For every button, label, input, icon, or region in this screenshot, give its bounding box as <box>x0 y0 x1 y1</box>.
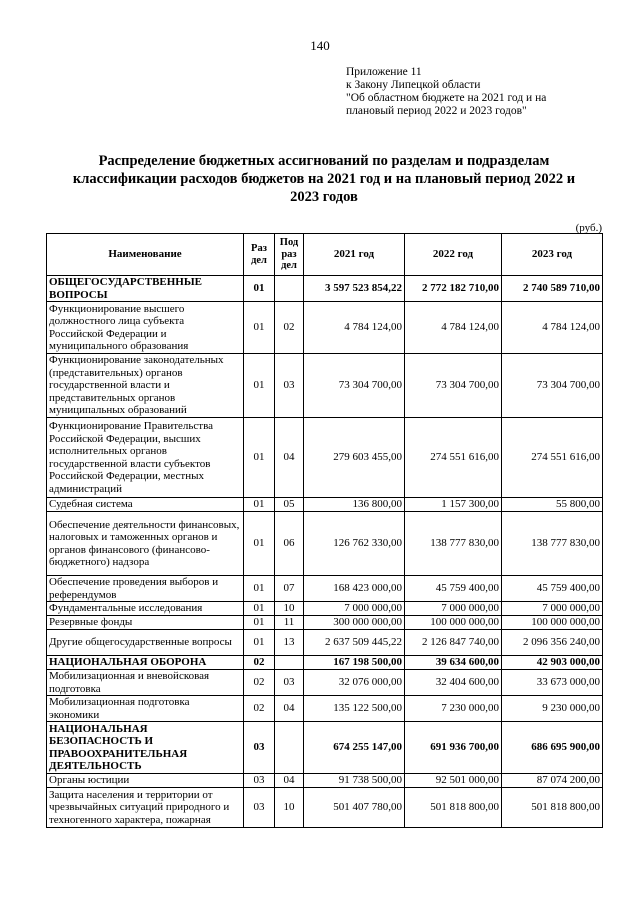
row-value-2022: 4 784 124,00 <box>405 302 502 354</box>
row-razdel: 01 <box>244 602 275 616</box>
budget-table <box>46 233 603 828</box>
row-razdel: 01 <box>244 576 275 602</box>
row-name: Функционирование высшего должностного лица субъекта Российской Федерации и муниципального образования <box>47 302 244 354</box>
row-value-2022: 501 818 800,00 <box>405 788 502 828</box>
row-name: Защита населения и территории от чрезвычайных ситуаций природного и техногенного характера, пожарная <box>47 788 244 828</box>
row-value-2021: 300 000 000,00 <box>304 616 405 630</box>
row-value-2021: 279 603 455,00 <box>304 418 405 498</box>
row-value-2023: 33 673 000,00 <box>502 670 603 696</box>
row-name: Мобилизационная и вневойсковая подготовка <box>47 670 244 696</box>
row-name: Резервные фонды <box>47 616 244 630</box>
row-podrazdel: 04 <box>275 418 304 498</box>
row-razdel: 01 <box>244 616 275 630</box>
table-row <box>47 602 603 616</box>
row-podrazdel: 06 <box>275 512 304 576</box>
table-row <box>47 512 603 576</box>
row-value-2021: 135 122 500,00 <box>304 696 405 722</box>
row-name: Судебная система <box>47 498 244 512</box>
row-value-2022: 7 230 000,00 <box>405 696 502 722</box>
row-razdel: 01 <box>244 498 275 512</box>
row-podrazdel <box>275 276 304 302</box>
row-value-2021: 501 407 780,00 <box>304 788 405 828</box>
header-razdel: Раз дел <box>244 234 275 276</box>
row-value-2022: 2 772 182 710,00 <box>405 276 502 302</box>
row-razdel: 03 <box>244 774 275 788</box>
row-name: Фундаментальные исследования <box>47 602 244 616</box>
row-value-2021: 4 784 124,00 <box>304 302 405 354</box>
row-value-2023: 2 740 589 710,00 <box>502 276 603 302</box>
row-razdel: 01 <box>244 418 275 498</box>
table-row <box>47 656 603 670</box>
header-podrazdel: Под раз дел <box>275 234 304 276</box>
row-podrazdel: 11 <box>275 616 304 630</box>
table-row <box>47 498 603 512</box>
appendix-line: Приложение 11 <box>346 66 422 78</box>
row-value-2023: 9 230 000,00 <box>502 696 603 722</box>
row-value-2021: 126 762 330,00 <box>304 512 405 576</box>
appendix-line: "Об областном бюджете на 2021 год и на <box>346 92 547 104</box>
row-razdel: 02 <box>244 670 275 696</box>
row-value-2023: 686 695 900,00 <box>502 722 603 774</box>
table-row <box>47 616 603 630</box>
row-value-2023: 73 304 700,00 <box>502 354 603 418</box>
row-value-2022: 73 304 700,00 <box>405 354 502 418</box>
row-name: НАЦИОНАЛЬНАЯ БЕЗОПАСНОСТЬ И ПРАВООХРАНИТЕЛЬНАЯ ДЕЯТЕЛЬНОСТЬ <box>47 722 244 774</box>
row-value-2022: 100 000 000,00 <box>405 616 502 630</box>
row-value-2023: 100 000 000,00 <box>502 616 603 630</box>
row-razdel: 01 <box>244 354 275 418</box>
row-value-2022: 92 501 000,00 <box>405 774 502 788</box>
header-2021: 2021 год <box>304 234 405 276</box>
row-value-2021: 2 637 509 445,22 <box>304 630 405 656</box>
appendix-note <box>346 66 546 118</box>
row-name: Мобилизационная подготовка экономики <box>47 696 244 722</box>
table-row <box>47 670 603 696</box>
row-value-2021: 73 304 700,00 <box>304 354 405 418</box>
row-value-2023: 138 777 830,00 <box>502 512 603 576</box>
row-razdel: 02 <box>244 696 275 722</box>
row-value-2022: 2 126 847 740,00 <box>405 630 502 656</box>
row-name: Функционирование Правительства Российской Федерации, высших исполнительных органов государственной власти субъектов Российской Федерации, местных администраций <box>47 418 244 498</box>
row-value-2023: 7 000 000,00 <box>502 602 603 616</box>
row-value-2023: 55 800,00 <box>502 498 603 512</box>
row-name: Обеспечение проведения выборов и референдумов <box>47 576 244 602</box>
row-podrazdel: 04 <box>275 774 304 788</box>
table-row <box>47 302 603 354</box>
table-row <box>47 774 603 788</box>
header-name: Наименование <box>47 234 244 276</box>
row-podrazdel: 07 <box>275 576 304 602</box>
row-name: НАЦИОНАЛЬНАЯ ОБОРОНА <box>47 656 244 670</box>
table-row <box>47 630 603 656</box>
row-value-2022: 32 404 600,00 <box>405 670 502 696</box>
row-razdel: 01 <box>244 630 275 656</box>
row-name: Функционирование законодательных (представительных) органов государственной власти и представительных органов муниципальных образований <box>47 354 244 418</box>
row-podrazdel <box>275 722 304 774</box>
row-podrazdel: 05 <box>275 498 304 512</box>
header-2022: 2022 год <box>405 234 502 276</box>
currency-unit: (руб.) <box>575 222 602 234</box>
row-podrazdel: 10 <box>275 788 304 828</box>
row-value-2023: 4 784 124,00 <box>502 302 603 354</box>
row-value-2022: 138 777 830,00 <box>405 512 502 576</box>
row-razdel: 02 <box>244 656 275 670</box>
row-name: Органы юстиции <box>47 774 244 788</box>
document-title: Распределение бюджетных ассигнований по разделам и подразделам классификации расходов бюджетов на 2021 год и на плановый период 2022 и 2023 годов <box>72 153 576 205</box>
row-podrazdel <box>275 656 304 670</box>
row-value-2023: 87 074 200,00 <box>502 774 603 788</box>
table-row <box>47 354 603 418</box>
row-razdel: 03 <box>244 788 275 828</box>
row-value-2021: 91 738 500,00 <box>304 774 405 788</box>
table-row <box>47 722 603 774</box>
table-row <box>47 576 603 602</box>
row-value-2022: 1 157 300,00 <box>405 498 502 512</box>
appendix-line: плановый период 2022 и 2023 годов" <box>346 105 527 117</box>
row-value-2021: 167 198 500,00 <box>304 656 405 670</box>
table-row <box>47 788 603 828</box>
row-podrazdel: 04 <box>275 696 304 722</box>
row-value-2021: 32 076 000,00 <box>304 670 405 696</box>
row-razdel: 01 <box>244 302 275 354</box>
row-value-2022: 39 634 600,00 <box>405 656 502 670</box>
row-value-2021: 168 423 000,00 <box>304 576 405 602</box>
row-value-2021: 7 000 000,00 <box>304 602 405 616</box>
appendix-line: к Закону Липецкой области <box>346 79 481 91</box>
row-razdel: 01 <box>244 512 275 576</box>
table-row <box>47 276 603 302</box>
row-name: ОБЩЕГОСУДАРСТВЕННЫЕ ВОПРОСЫ <box>47 276 244 302</box>
table-row <box>47 696 603 722</box>
row-value-2023: 2 096 356 240,00 <box>502 630 603 656</box>
row-podrazdel: 03 <box>275 670 304 696</box>
row-value-2022: 274 551 616,00 <box>405 418 502 498</box>
table-body <box>47 276 603 828</box>
row-value-2021: 674 255 147,00 <box>304 722 405 774</box>
row-razdel: 01 <box>244 276 275 302</box>
row-value-2023: 501 818 800,00 <box>502 788 603 828</box>
row-value-2023: 274 551 616,00 <box>502 418 603 498</box>
row-value-2023: 45 759 400,00 <box>502 576 603 602</box>
row-razdel: 03 <box>244 722 275 774</box>
header-2023: 2023 год <box>502 234 603 276</box>
row-podrazdel: 13 <box>275 630 304 656</box>
row-podrazdel: 02 <box>275 302 304 354</box>
row-podrazdel: 10 <box>275 602 304 616</box>
table-row <box>47 418 603 498</box>
row-podrazdel: 03 <box>275 354 304 418</box>
row-value-2022: 691 936 700,00 <box>405 722 502 774</box>
row-name: Обеспечение деятельности финансовых, налоговых и таможенных органов и органов финансового (финансово-бюджетного) надзора <box>47 512 244 576</box>
row-value-2022: 45 759 400,00 <box>405 576 502 602</box>
page-number: 140 <box>310 38 330 53</box>
row-value-2022: 7 000 000,00 <box>405 602 502 616</box>
table-header-row <box>47 234 603 276</box>
row-value-2021: 3 597 523 854,22 <box>304 276 405 302</box>
row-value-2023: 42 903 000,00 <box>502 656 603 670</box>
row-name: Другие общегосударственные вопросы <box>47 630 244 656</box>
row-value-2021: 136 800,00 <box>304 498 405 512</box>
